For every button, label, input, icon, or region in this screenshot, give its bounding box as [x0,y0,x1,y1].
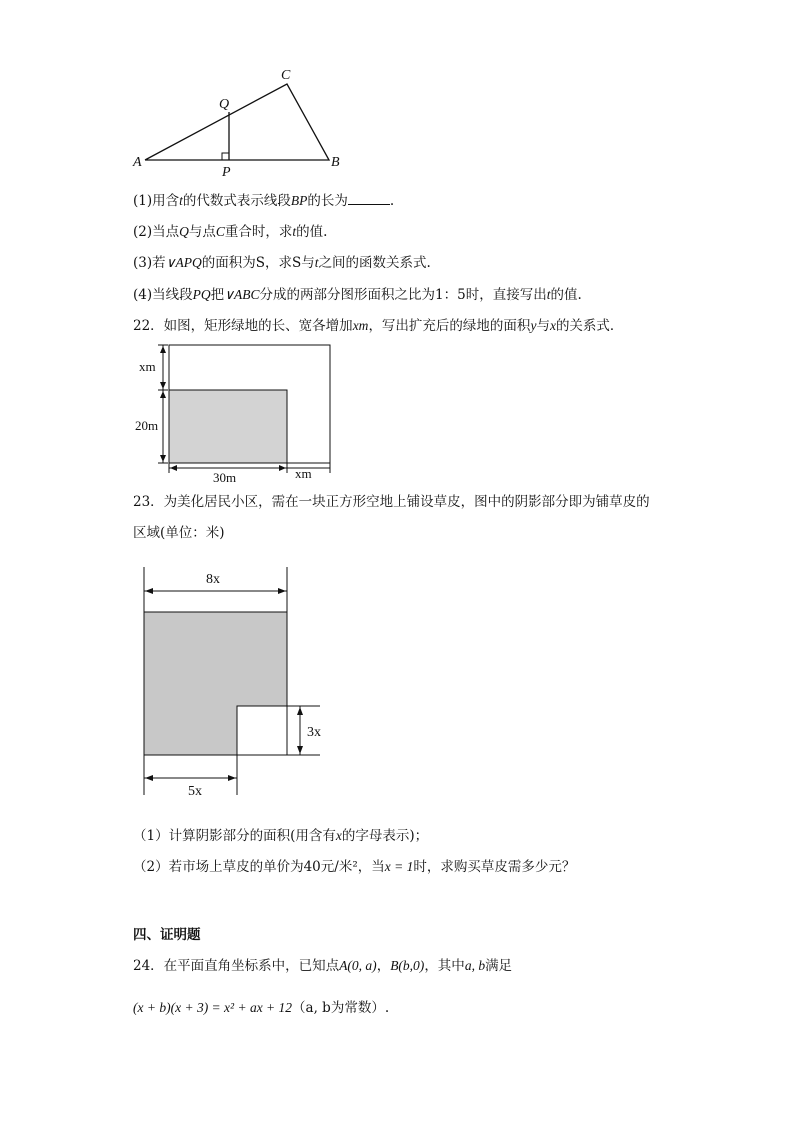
q21-part1: (1)用含t的代数式表示线段BP的长为 . [133,193,395,209]
q23-part2: （2）若市场上草皮的单价为40元/米²，当x = 1时，求购买草皮需多少元？ [133,859,576,875]
q24-line1: 24．在平面直角坐标系中，已知点A(0, a)，B(b,0)，其中a, b满足 [133,958,513,974]
label-3x: 3x [307,725,321,740]
label-30m: 30m [213,470,237,485]
section-title: 四、证明题 [133,927,201,943]
label-xm-bottom: xm [295,466,312,481]
arrow [278,588,286,594]
label-xm-left: xm [139,359,156,374]
q21-part3: (3)若∨APQ的面积为S，求S与t之间的函数关系式. [133,255,431,271]
q24-line2: (x + b)(x + 3) = x² + ax + 12（a, b为常数）. [133,1000,390,1016]
label-b: B [331,155,340,170]
label-q: Q [219,97,230,112]
label-a: A [133,155,142,170]
q22-text: 22．如图，矩形绿地的长、宽各增加xm，写出扩充后的绿地的面积y与x的关系式． [133,318,624,334]
arrow [297,746,303,754]
arrow [228,775,236,781]
label-5x: 5x [188,784,202,799]
arrow [297,707,303,715]
q21-part4: (4)当线段PQ把∨ABC分成的两部分图形面积之比为1：5时，直接写出t的值. [133,287,582,303]
label-p: P [222,165,231,180]
unshaded-square [237,706,287,755]
arrow [145,588,153,594]
label-8x: 8x [206,572,220,587]
label-c: C [281,68,291,83]
q21-part2: (2)当点Q与点C重合时，求t的值. [133,224,328,240]
q23-line2: 区域(单位：米) [133,525,225,541]
label-20m: 20m [135,418,159,433]
arrow [145,775,153,781]
q23-part1: （1）计算阴影部分的面积(用含有x的字母表示)； [133,828,429,844]
q23-line1: 23．为美化居民小区，需在一块正方形空地上铺设草皮，图中的阴影部分即为铺草皮的 [133,494,650,510]
